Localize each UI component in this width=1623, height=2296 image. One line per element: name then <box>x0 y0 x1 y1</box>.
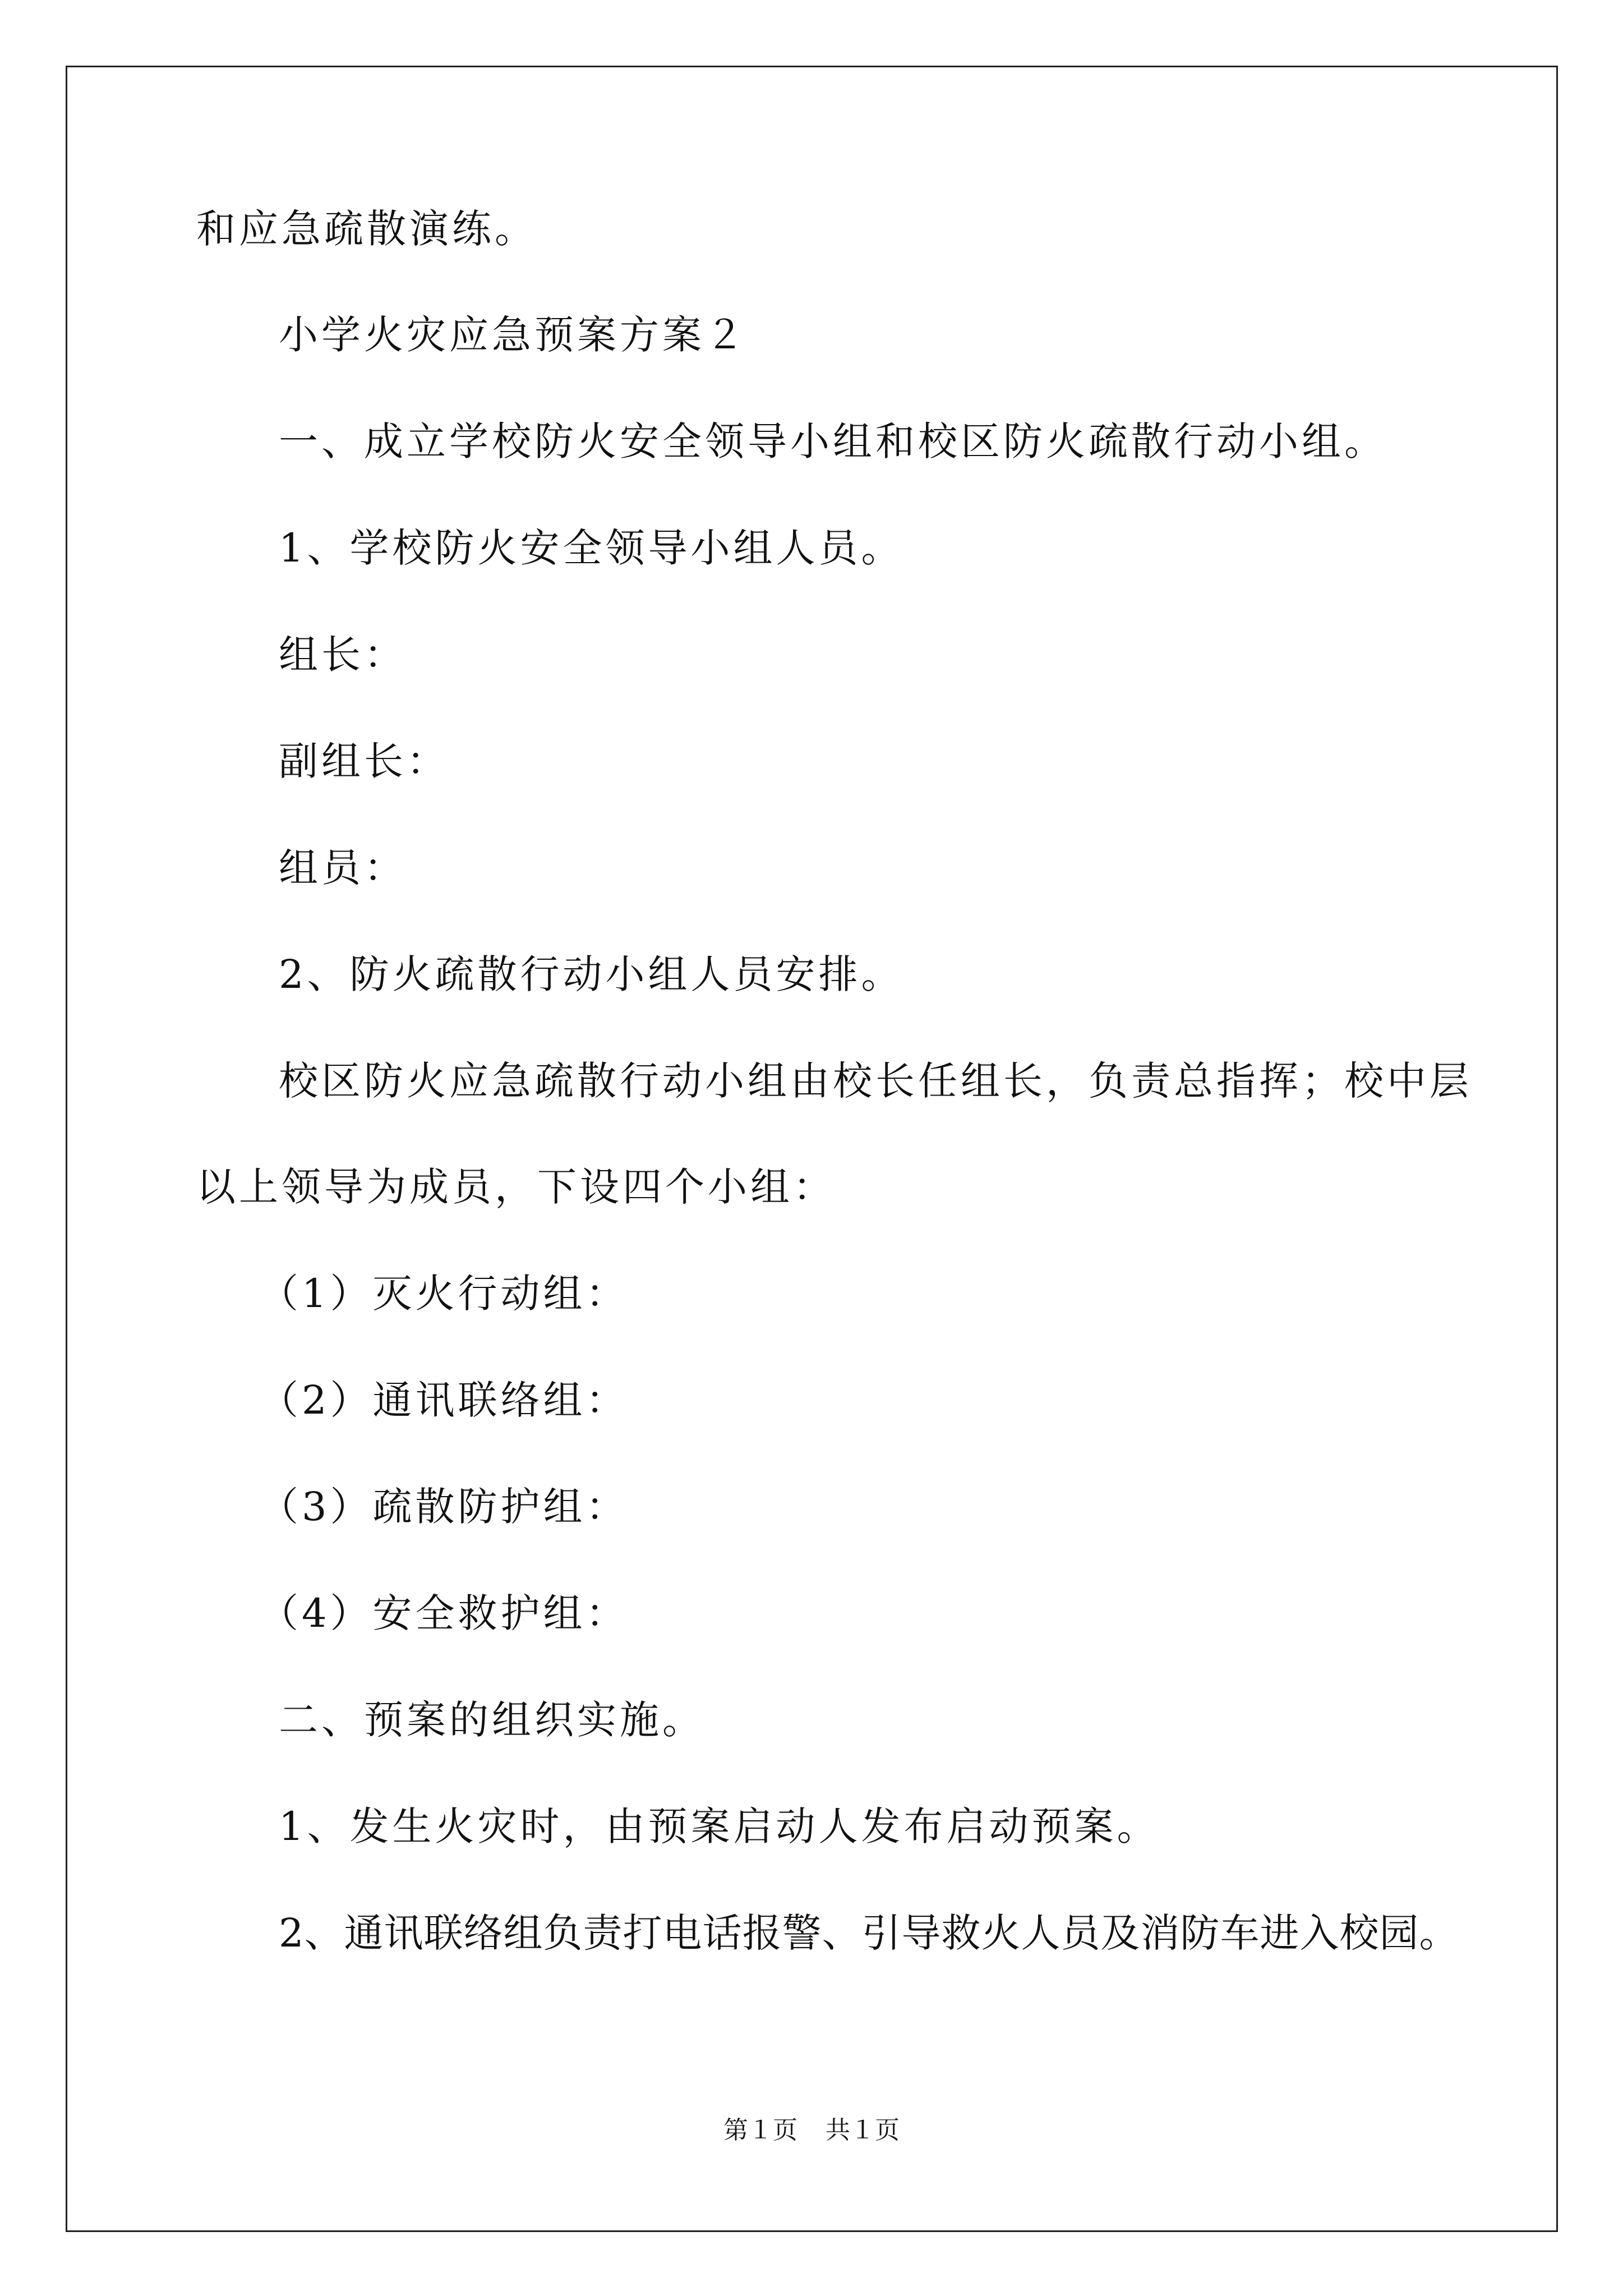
step-1: 1、发生火灾时，由预案启动人发布启动预案。 <box>279 1803 1160 1849</box>
group-item-3: （3）疏散防护组： <box>259 1484 629 1530</box>
paragraph-line-2: 以上领导为成员，下设四个小组： <box>196 1164 836 1210</box>
page-total: 共１页 <box>826 2116 900 2145</box>
paragraph-line-1: 校区防火应急疏散行动小组由校长任组长，负责总指挥；校中层 <box>279 1058 1472 1104</box>
step-2: 2、通讯联络组负责打电话报警、引导救火人员及消防车进入校园。 <box>279 1910 1459 1956</box>
subheading-2: 2、防火疏散行动小组人员安排。 <box>279 951 904 997</box>
text-line-1: 和应急疏散演练。 <box>196 206 537 252</box>
heading-2: 二、预案的组织实施。 <box>279 1697 705 1743</box>
field-deputy-leader: 副组长： <box>279 738 449 784</box>
field-leader: 组长： <box>279 632 407 678</box>
group-item-4: （4）安全救护组： <box>259 1590 629 1636</box>
group-item-2: （2）通讯联络组： <box>259 1377 629 1423</box>
page-number: 第１页 <box>723 2116 797 2145</box>
heading-1: 一、成立学校防火安全领导小组和校区防火疏散行动小组。 <box>279 418 1387 464</box>
group-item-1: （1）灭火行动组： <box>259 1271 629 1317</box>
page-footer <box>0 2114 1623 2147</box>
field-members: 组员： <box>279 845 407 891</box>
subheading-1: 1、学校防火安全领导小组人员。 <box>279 525 904 571</box>
section-title: 小学火灾应急预案方案２ <box>279 312 748 358</box>
